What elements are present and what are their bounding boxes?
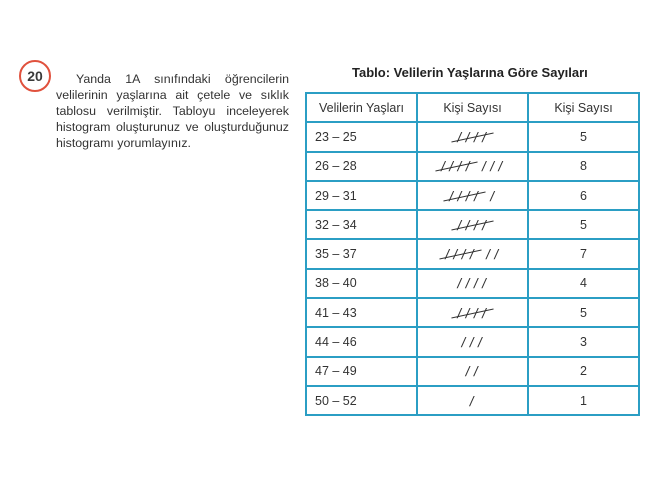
tally-marks: ///	[480, 159, 506, 174]
table-row	[306, 239, 639, 268]
question-number-badge	[19, 60, 51, 92]
table-row	[306, 269, 639, 298]
table-row	[306, 298, 639, 327]
question-text-block	[56, 71, 289, 151]
tally-cell	[417, 239, 528, 268]
tally-cell	[417, 210, 528, 239]
tally-cell	[417, 327, 528, 356]
age-range-cell: 26 – 28	[306, 152, 417, 181]
count-cell: 3	[528, 327, 639, 356]
tally-cell	[417, 298, 528, 327]
tally-marks: //	[464, 364, 481, 379]
table-row	[306, 327, 639, 356]
age-range-cell: 23 – 25	[306, 122, 417, 151]
tally-cell	[417, 357, 528, 386]
count-cell: 1	[528, 386, 639, 415]
tally-group-five: ////	[447, 188, 481, 203]
age-range-cell: 32 – 34	[306, 210, 417, 239]
table-row	[306, 386, 639, 415]
tally-group-five: ////	[456, 129, 489, 144]
tally-marks: //	[484, 247, 502, 262]
tally-group-five: ////	[456, 217, 489, 232]
question-number: 20	[27, 68, 43, 84]
tally-group-five: ////	[439, 159, 473, 174]
age-range-cell: 47 – 49	[306, 357, 417, 386]
count-cell: 7	[528, 239, 639, 268]
table-row	[306, 152, 639, 181]
question-text: Yanda 1A sınıfındaki öğrencilerin velilerinin yaşlarına ait çetele ve sıklık tablosu verilmiştir. Tabloyu inceleyerek histogram oluşturunuz ve oluşturduğunuz histogramı yorumlayınız.	[56, 72, 289, 150]
tally-cell	[417, 269, 528, 298]
age-range-cell: 44 – 46	[306, 327, 417, 356]
age-range-cell: 50 – 52	[306, 386, 417, 415]
count-cell: 5	[528, 298, 639, 327]
count-cell: 6	[528, 181, 639, 210]
count-cell: 2	[528, 357, 639, 386]
age-range-cell: 41 – 43	[306, 298, 417, 327]
table-row	[306, 357, 639, 386]
table-row	[306, 122, 639, 151]
tally-group-five: ////	[443, 247, 477, 262]
table-row	[306, 181, 639, 210]
count-cell: 5	[528, 210, 639, 239]
tally-marks: ////	[456, 276, 489, 291]
tally-marks: ///	[460, 335, 485, 350]
tally-marks: /	[488, 188, 498, 203]
header-tally: Kişi Sayısı	[417, 93, 528, 122]
tally-cell	[417, 152, 528, 181]
age-range-cell: 35 – 37	[306, 239, 417, 268]
tally-group-five: ////	[456, 305, 489, 320]
table-row	[306, 210, 639, 239]
header-age: Velilerin Yaşları	[306, 93, 417, 122]
count-cell: 5	[528, 122, 639, 151]
frequency-table-container	[305, 92, 640, 416]
age-range-cell: 38 – 40	[306, 269, 417, 298]
frequency-table	[305, 92, 640, 416]
count-cell: 4	[528, 269, 639, 298]
table-caption: Tablo: Velilerin Yaşlarına Göre Sayıları	[352, 65, 588, 80]
table-header-row	[306, 93, 639, 122]
age-range-cell: 29 – 31	[306, 181, 417, 210]
count-cell: 8	[528, 152, 639, 181]
tally-marks: /	[468, 393, 477, 408]
tally-cell	[417, 386, 528, 415]
header-count: Kişi Sayısı	[528, 93, 639, 122]
tally-cell	[417, 122, 528, 151]
tally-cell	[417, 181, 528, 210]
